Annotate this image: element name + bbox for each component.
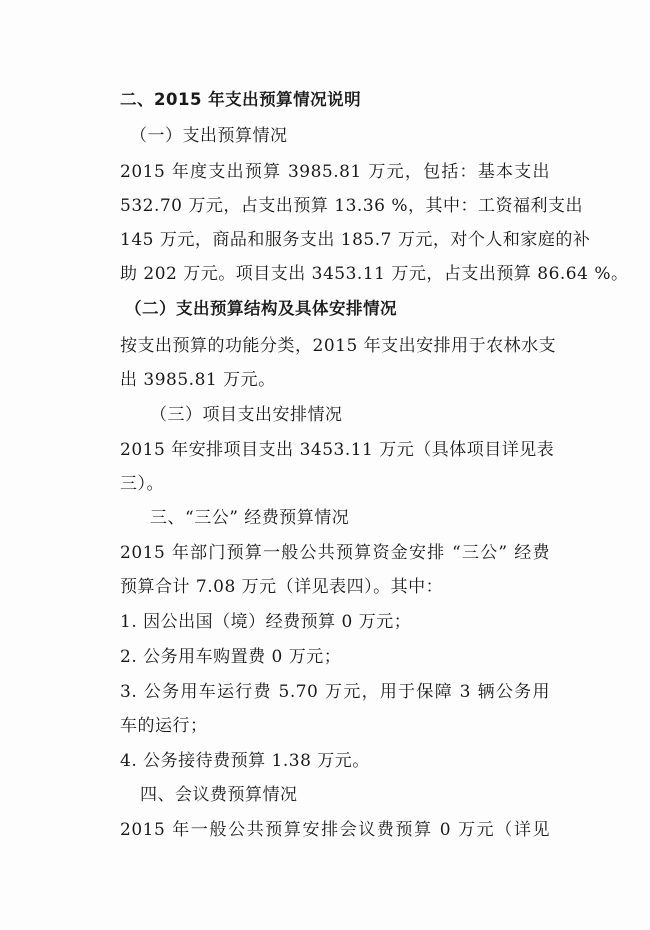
list-item-3-line-1: 3. 公务用车运行费 5.70 万元，用于保障 3 辆公务用 [120, 682, 550, 702]
paragraph-1-line-2: 532.70 万元，占支出预算 13.36 %，其中：工资福利支出 [120, 196, 584, 216]
list-item-1: 1. 因公出国（境）经费预算 0 万元； [120, 612, 412, 632]
paragraph-1-line-1: 2015 年度支出预算 3985.81 万元，包括：基本支出 [120, 162, 550, 182]
paragraph-2-line-2: 出 3985.81 万元。 [120, 370, 276, 390]
section-heading-3: 三、“三公” 经费预算情况 [150, 508, 350, 528]
list-item-2: 2. 公务用车购置费 0 万元； [120, 647, 342, 667]
paragraph-3-line-1: 2015 年安排项目支出 3453.11 万元（具体项目详见表 [120, 440, 555, 460]
list-item-3-line-2: 车的运行； [120, 716, 208, 736]
paragraph-4-line-1: 2015 年部门预算一般公共预算资金安排 “三公” 经费 [120, 543, 550, 563]
paragraph-1-line-4: 助 202 万元。项目支出 3453.11 万元，占支出预算 86.64 %。 [120, 264, 629, 284]
paragraph-4-line-2: 预算合计 7.08 万元（详见表四）。其中： [120, 577, 444, 597]
paragraph-1-line-3: 145 万元，商品和服务支出 185.7 万元，对个人和家庭的补 [120, 230, 591, 250]
section-heading-2: 二、2015 年支出预算情况说明 [120, 90, 362, 109]
paragraph-2-line-1: 按支出预算的功能分类，2015 年支出安排用于农林水支 [120, 336, 557, 356]
paragraph-3-line-2: 三）。 [120, 474, 164, 494]
paragraph-5-line-1: 2015 年一般公共预算安排会议费预算 0 万元（详见 [120, 820, 550, 840]
subsection-2-title: （二）支出预算结构及具体安排情况 [125, 299, 397, 318]
subsection-1-title: （一）支出预算情况 [130, 126, 288, 146]
list-item-4: 4. 公务接待费预算 1.38 万元。 [120, 751, 370, 771]
subsection-3-title: （三）项目支出安排情况 [150, 405, 343, 425]
section-heading-4: 四、会议费预算情况 [140, 785, 298, 805]
